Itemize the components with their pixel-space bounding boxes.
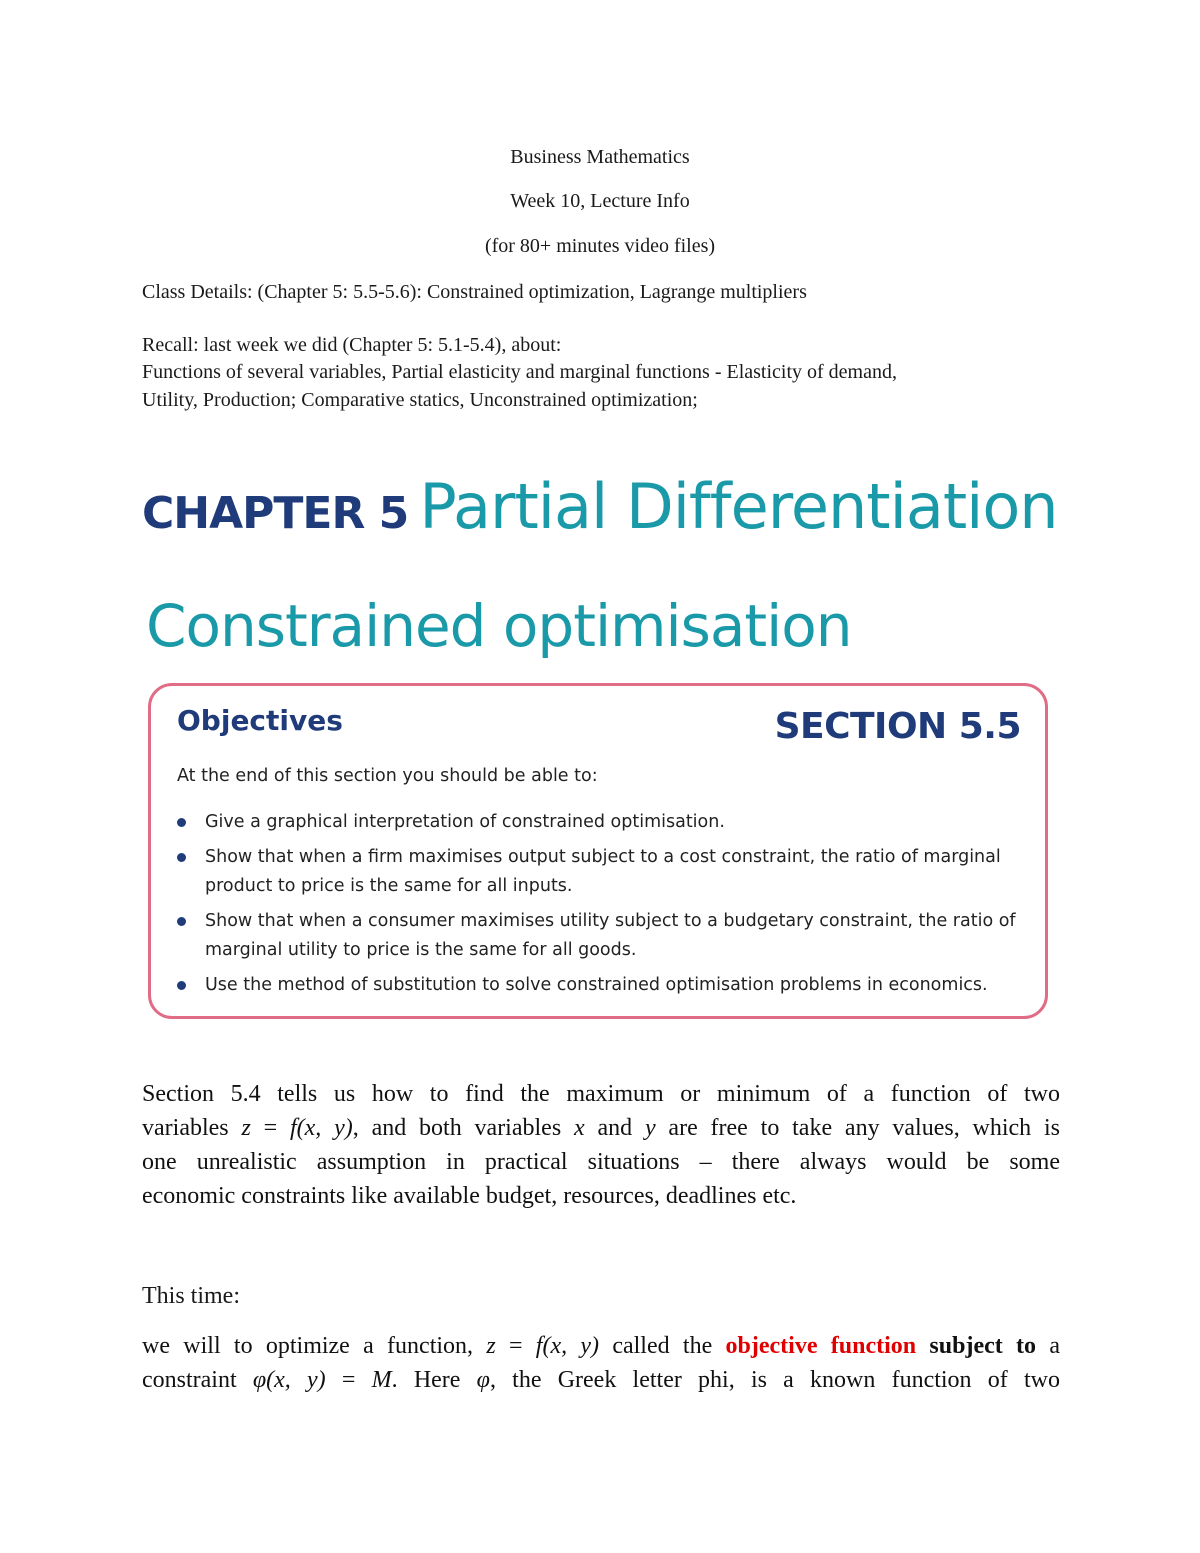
bullet-icon: [177, 917, 186, 926]
paragraph-line: economic constraints like available budget, resources, deadlines etc.: [142, 1183, 797, 1209]
paragraph-objective: [142, 1329, 1060, 1397]
section-title: Constrained optimisation: [146, 592, 852, 660]
objectives-box: [148, 683, 1048, 1019]
week-info: Week 10, Lecture Info: [510, 190, 690, 212]
chapter-heading: [142, 470, 1058, 550]
objectives-title: Objectives: [177, 704, 343, 737]
objectives-intro: At the end of this section you should be able to:: [177, 766, 598, 786]
bullet-icon: [177, 981, 186, 990]
section-number: SECTION 5.5: [774, 706, 1021, 747]
objective-item: Use the method of substitution to solve constrained optimisation problems in economics.: [177, 971, 1017, 1000]
bullet-icon: [177, 853, 186, 862]
paragraph-line: variables z = f(x, y), and both variables x and y are free to take any values, which is: [142, 1115, 1061, 1141]
recall-line-1: Recall: last week we did (Chapter 5: 5.1-5.4), about:: [142, 334, 562, 356]
course-title: Business Mathematics: [510, 146, 690, 168]
this-time-label: This time:: [142, 1283, 240, 1309]
objective-function-highlight: objective function: [725, 1333, 917, 1359]
objective-item: Give a graphical interpretation of constrained optimisation.: [177, 808, 1017, 837]
recall-line-2: Functions of several variables, Partial elasticity and marginal functions - Elasticity of demand,: [142, 361, 897, 383]
paragraph-line: Section 5.4 tells us how to find the maximum or minimum of a function of two: [142, 1081, 1060, 1107]
paragraph-line: constraint φ(x, y) = M. Here φ, the Greek letter phi, is a known function of two: [142, 1367, 1060, 1393]
objective-item: Show that when a consumer maximises utility subject to a budgetary constraint, the ratio of marginal utility to price is the same for all goods.: [177, 907, 1017, 965]
chapter-label: CHAPTER 5: [142, 488, 409, 539]
recall-line-3: Utility, Production; Comparative statics, Unconstrained optimization;: [142, 389, 698, 411]
chapter-title: Partial Differentiation: [419, 470, 1058, 543]
objectives-list: [177, 808, 1017, 1006]
paragraph-line: one unrealistic assumption in practical situations – there always would be some: [142, 1149, 1060, 1175]
objective-item: Show that when a firm maximises output subject to a cost constraint, the ratio of marginal product to price is the same for all inputs.: [177, 843, 1017, 901]
bullet-icon: [177, 818, 186, 827]
class-details: Class Details: (Chapter 5: 5.5-5.6): Constrained optimization, Lagrange multipliers: [142, 281, 807, 303]
paragraph-intro: [142, 1077, 1060, 1213]
video-note: (for 80+ minutes video files): [484, 235, 716, 257]
paragraph-line: we will to optimize a function, z = f(x, y) called the objective function subject to a: [142, 1333, 1060, 1359]
